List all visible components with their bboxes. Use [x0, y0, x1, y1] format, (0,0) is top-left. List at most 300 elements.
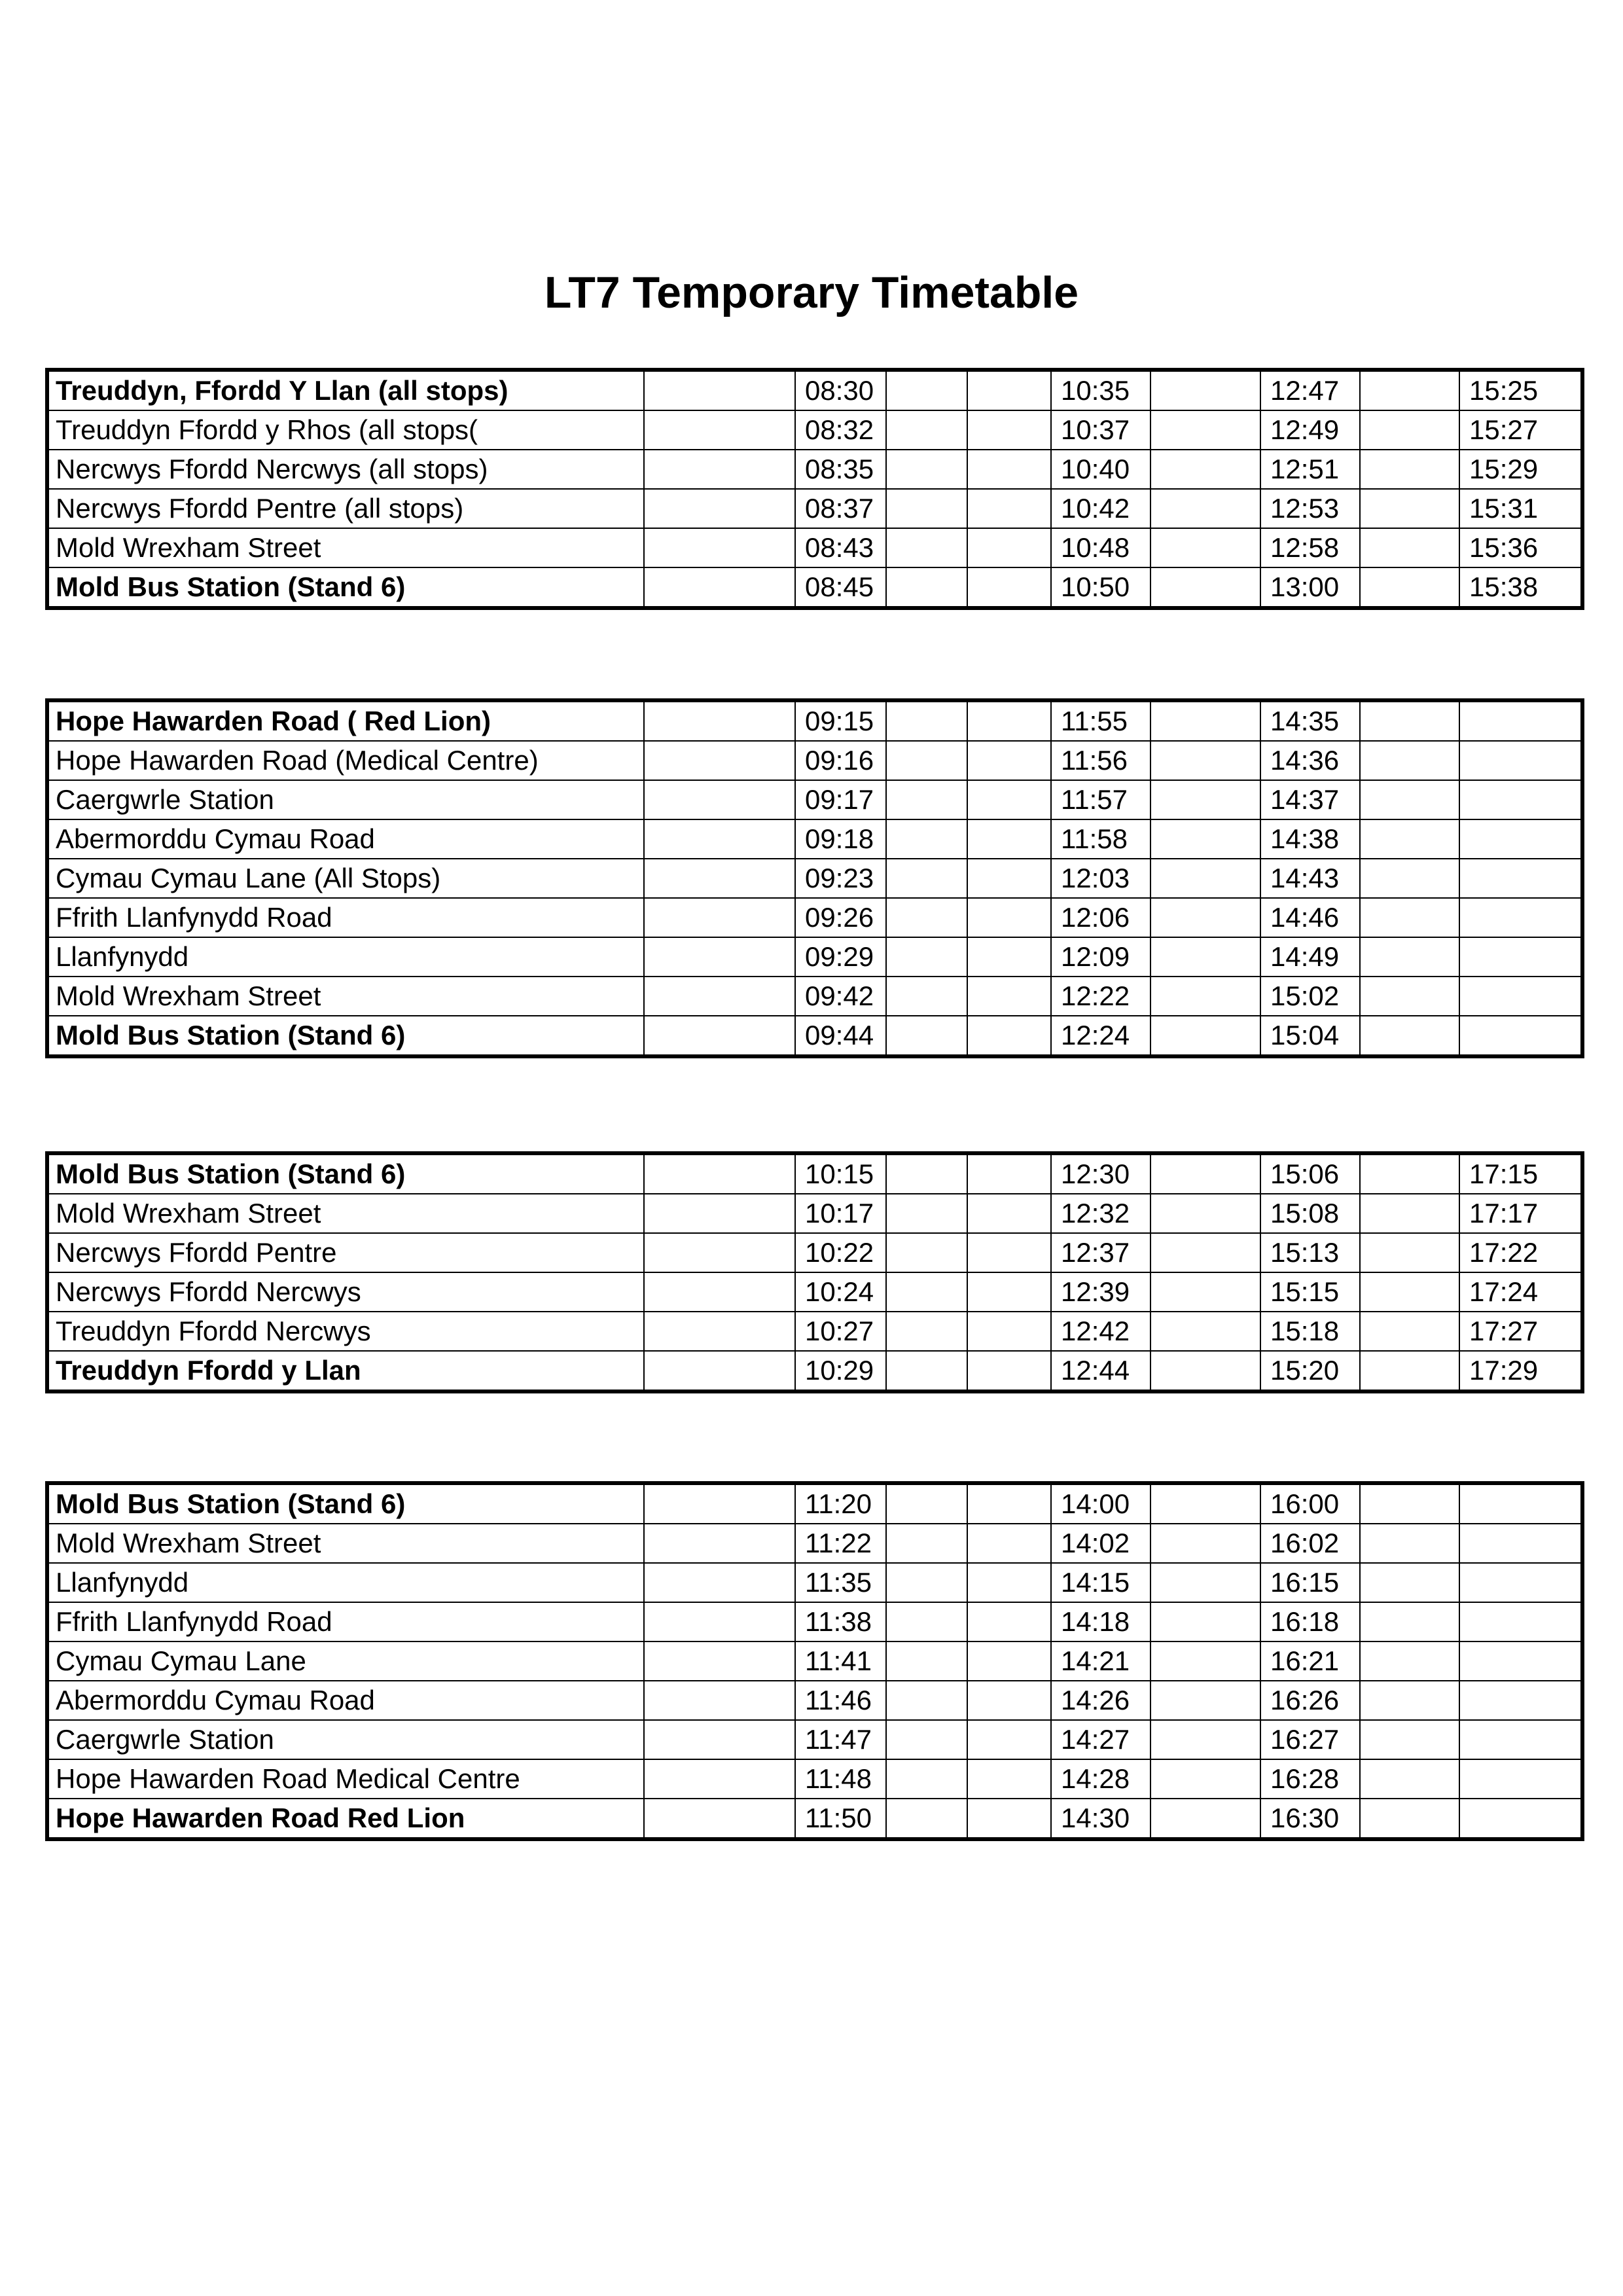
departure-time	[1150, 1681, 1260, 1720]
departure-time	[967, 1602, 1051, 1641]
departure-time	[644, 1483, 795, 1524]
departure-time: 17:22	[1459, 1233, 1582, 1272]
departure-time	[1150, 489, 1260, 528]
departure-time	[967, 1720, 1051, 1759]
departure-time	[1150, 741, 1260, 780]
departure-time: 10:50	[1051, 567, 1150, 608]
departure-time: 12:39	[1051, 1272, 1150, 1312]
table-row	[47, 1563, 1582, 1602]
departure-time: 16:30	[1260, 1799, 1360, 1839]
departure-time: 10:37	[1051, 410, 1150, 450]
departure-time	[1360, 1563, 1459, 1602]
departure-time: 17:27	[1459, 1312, 1582, 1351]
departure-time	[1360, 410, 1459, 450]
departure-time	[1150, 1233, 1260, 1272]
departure-time	[967, 370, 1051, 410]
departure-time: 16:27	[1260, 1720, 1360, 1759]
departure-time	[1150, 1602, 1260, 1641]
departure-time	[1150, 898, 1260, 937]
departure-time	[644, 1563, 795, 1602]
departure-time	[1459, 819, 1582, 859]
departure-time	[886, 1524, 967, 1563]
departure-time	[644, 859, 795, 898]
table-row	[47, 977, 1582, 1016]
departure-time	[1150, 859, 1260, 898]
departure-time: 11:47	[795, 1720, 886, 1759]
table-row	[47, 1759, 1582, 1799]
departure-time	[886, 1759, 967, 1799]
departure-time: 11:55	[1051, 700, 1150, 741]
departure-time	[644, 1233, 795, 1272]
table-row	[47, 859, 1582, 898]
departure-time: 11:41	[795, 1641, 886, 1681]
departure-time	[644, 528, 795, 567]
departure-time	[1360, 489, 1459, 528]
departure-time	[644, 898, 795, 937]
departure-time	[644, 977, 795, 1016]
departure-time: 10:42	[1051, 489, 1150, 528]
departure-time: 13:00	[1260, 567, 1360, 608]
departure-time: 10:15	[795, 1153, 886, 1194]
departure-time: 08:45	[795, 567, 886, 608]
departure-time	[967, 1351, 1051, 1391]
stop-name: Treuddyn Ffordd Nercwys	[47, 1312, 644, 1351]
stop-name: Hope Hawarden Road (Medical Centre)	[47, 741, 644, 780]
departure-time: 09:18	[795, 819, 886, 859]
departure-time: 10:27	[795, 1312, 886, 1351]
stop-name: Mold Bus Station (Stand 6)	[47, 1483, 644, 1524]
departure-time: 09:23	[795, 859, 886, 898]
stop-name: Hope Hawarden Road ( Red Lion)	[47, 700, 644, 741]
departure-time: 15:06	[1260, 1153, 1360, 1194]
departure-time: 11:56	[1051, 741, 1150, 780]
departure-time	[967, 1641, 1051, 1681]
departure-time	[1459, 1681, 1582, 1720]
departure-time	[1360, 819, 1459, 859]
departure-time: 12:30	[1051, 1153, 1150, 1194]
departure-time: 08:43	[795, 528, 886, 567]
departure-time: 12:22	[1051, 977, 1150, 1016]
departure-time	[1459, 1759, 1582, 1799]
departure-time	[1360, 977, 1459, 1016]
table-row	[47, 1681, 1582, 1720]
table-row	[47, 700, 1582, 741]
departure-time	[644, 1351, 795, 1391]
departure-time	[1459, 1720, 1582, 1759]
departure-time: 15:02	[1260, 977, 1360, 1016]
departure-time	[1459, 977, 1582, 1016]
departure-time	[1150, 780, 1260, 819]
departure-time: 16:15	[1260, 1563, 1360, 1602]
departure-time	[967, 410, 1051, 450]
timetable-section-4	[45, 1481, 1584, 1841]
departure-time: 15:27	[1459, 410, 1582, 450]
departure-time	[967, 1153, 1051, 1194]
departure-time	[967, 1524, 1051, 1563]
departure-time	[967, 1233, 1051, 1272]
departure-time	[644, 1602, 795, 1641]
departure-time	[886, 859, 967, 898]
stop-name: Mold Wrexham Street	[47, 977, 644, 1016]
stop-name: Mold Wrexham Street	[47, 1194, 644, 1233]
departure-time	[967, 1563, 1051, 1602]
departure-time: 16:18	[1260, 1602, 1360, 1641]
departure-time	[1459, 741, 1582, 780]
departure-time	[644, 489, 795, 528]
table-row	[47, 567, 1582, 608]
departure-time	[1360, 1351, 1459, 1391]
departure-time: 12:44	[1051, 1351, 1150, 1391]
table-row	[47, 1233, 1582, 1272]
departure-time: 14:15	[1051, 1563, 1150, 1602]
table-row	[47, 489, 1582, 528]
departure-time	[886, 1681, 967, 1720]
departure-time: 17:24	[1459, 1272, 1582, 1312]
table-row	[47, 1524, 1582, 1563]
departure-time: 10:48	[1051, 528, 1150, 567]
departure-time: 12:03	[1051, 859, 1150, 898]
departure-time	[967, 1799, 1051, 1839]
departure-time	[967, 977, 1051, 1016]
departure-time	[1360, 780, 1459, 819]
departure-time	[886, 1233, 967, 1272]
departure-time: 08:30	[795, 370, 886, 410]
departure-time	[1150, 1524, 1260, 1563]
stop-name: Ffrith Llanfynydd Road	[47, 1602, 644, 1641]
stop-name: Llanfynydd	[47, 1563, 644, 1602]
table-row	[47, 1602, 1582, 1641]
departure-time	[967, 780, 1051, 819]
departure-time	[886, 937, 967, 977]
departure-time	[886, 1641, 967, 1681]
departure-time	[1360, 1759, 1459, 1799]
departure-time	[1360, 1272, 1459, 1312]
departure-time	[1150, 819, 1260, 859]
stop-name: Caergwrle Station	[47, 780, 644, 819]
table-row	[47, 370, 1582, 410]
departure-time	[1459, 1641, 1582, 1681]
stop-name: Nercwys Ffordd Nercwys (all stops)	[47, 450, 644, 489]
departure-time: 10:17	[795, 1194, 886, 1233]
stop-name: Mold Wrexham Street	[47, 1524, 644, 1563]
table-row	[47, 898, 1582, 937]
table-row	[47, 1312, 1582, 1351]
departure-time	[1360, 450, 1459, 489]
departure-time	[644, 1194, 795, 1233]
departure-time: 12:24	[1051, 1016, 1150, 1056]
departure-time: 12:06	[1051, 898, 1150, 937]
departure-time: 10:35	[1051, 370, 1150, 410]
departure-time: 11:20	[795, 1483, 886, 1524]
departure-time: 11:35	[795, 1563, 886, 1602]
stop-name: Treuddyn Ffordd y Llan	[47, 1351, 644, 1391]
departure-time	[644, 1641, 795, 1681]
departure-time: 16:02	[1260, 1524, 1360, 1563]
departure-time: 12:09	[1051, 937, 1150, 977]
departure-time	[886, 1312, 967, 1351]
departure-time	[1150, 1563, 1260, 1602]
departure-time	[644, 1016, 795, 1056]
departure-time: 12:32	[1051, 1194, 1150, 1233]
departure-time	[644, 410, 795, 450]
departure-time	[1459, 859, 1582, 898]
table-row	[47, 1720, 1582, 1759]
stop-name: Nercwys Ffordd Pentre	[47, 1233, 644, 1272]
table-row	[47, 1483, 1582, 1524]
departure-time: 16:21	[1260, 1641, 1360, 1681]
departure-time	[886, 700, 967, 741]
departure-time	[967, 700, 1051, 741]
departure-time	[886, 1563, 967, 1602]
departure-time: 12:49	[1260, 410, 1360, 450]
stop-name: Mold Bus Station (Stand 6)	[47, 1153, 644, 1194]
departure-time	[1360, 1602, 1459, 1641]
stop-name: Nercwys Ffordd Pentre (all stops)	[47, 489, 644, 528]
departure-time: 15:08	[1260, 1194, 1360, 1233]
stop-name: Mold Wrexham Street	[47, 528, 644, 567]
departure-time: 14:02	[1051, 1524, 1150, 1563]
departure-time	[644, 370, 795, 410]
departure-time: 14:49	[1260, 937, 1360, 977]
departure-time	[644, 937, 795, 977]
table-row	[47, 1153, 1582, 1194]
departure-time	[1150, 1720, 1260, 1759]
stop-name: Caergwrle Station	[47, 1720, 644, 1759]
departure-time: 14:38	[1260, 819, 1360, 859]
departure-time	[1360, 1681, 1459, 1720]
departure-time	[644, 819, 795, 859]
stop-name: Hope Hawarden Road Red Lion	[47, 1799, 644, 1839]
departure-time: 17:17	[1459, 1194, 1582, 1233]
stop-name: Mold Bus Station (Stand 6)	[47, 1016, 644, 1056]
departure-time: 11:22	[795, 1524, 886, 1563]
stop-name: Treuddyn, Ffordd Y Llan (all stops)	[47, 370, 644, 410]
departure-time	[967, 898, 1051, 937]
timetable-section-2	[45, 698, 1584, 1058]
departure-time: 11:58	[1051, 819, 1150, 859]
table-row	[47, 819, 1582, 859]
departure-time	[1360, 370, 1459, 410]
departure-time	[886, 450, 967, 489]
departure-time: 14:43	[1260, 859, 1360, 898]
departure-time	[1150, 1483, 1260, 1524]
departure-time: 10:40	[1051, 450, 1150, 489]
departure-time	[967, 528, 1051, 567]
departure-time: 08:35	[795, 450, 886, 489]
departure-time	[1360, 1799, 1459, 1839]
departure-time: 09:44	[795, 1016, 886, 1056]
departure-time: 14:46	[1260, 898, 1360, 937]
departure-time	[1459, 1799, 1582, 1839]
departure-time: 12:37	[1051, 1233, 1150, 1272]
departure-time: 15:29	[1459, 450, 1582, 489]
departure-time	[886, 1194, 967, 1233]
table-row	[47, 1016, 1582, 1056]
departure-time	[886, 1153, 967, 1194]
departure-time	[967, 1272, 1051, 1312]
departure-time	[1150, 1351, 1260, 1391]
departure-time: 14:28	[1051, 1759, 1150, 1799]
departure-time: 10:22	[795, 1233, 886, 1272]
departure-time	[967, 1016, 1051, 1056]
departure-time	[1150, 937, 1260, 977]
departure-time	[1459, 700, 1582, 741]
departure-time: 09:42	[795, 977, 886, 1016]
table-row	[47, 780, 1582, 819]
departure-time	[886, 370, 967, 410]
departure-time: 12:53	[1260, 489, 1360, 528]
table-row	[47, 1799, 1582, 1839]
departure-time: 09:15	[795, 700, 886, 741]
departure-time	[1150, 370, 1260, 410]
departure-time	[644, 741, 795, 780]
departure-time: 14:00	[1051, 1483, 1150, 1524]
departure-time: 11:57	[1051, 780, 1150, 819]
departure-time	[967, 859, 1051, 898]
departure-time	[886, 528, 967, 567]
departure-time: 14:30	[1051, 1799, 1150, 1839]
departure-time	[967, 741, 1051, 780]
departure-time	[886, 1351, 967, 1391]
table-row	[47, 937, 1582, 977]
departure-time	[1360, 1016, 1459, 1056]
departure-time	[1360, 528, 1459, 567]
stop-name: Hope Hawarden Road Medical Centre	[47, 1759, 644, 1799]
departure-time	[967, 1759, 1051, 1799]
stop-name: Llanfynydd	[47, 937, 644, 977]
departure-time	[886, 819, 967, 859]
timetable-section-1	[45, 368, 1584, 610]
departure-time	[1150, 1759, 1260, 1799]
departure-time	[1459, 780, 1582, 819]
departure-time	[967, 489, 1051, 528]
stop-name: Cymau Cymau Lane (All Stops)	[47, 859, 644, 898]
table-row	[47, 450, 1582, 489]
stop-name: Mold Bus Station (Stand 6)	[47, 567, 644, 608]
departure-time	[1360, 859, 1459, 898]
departure-time	[1150, 1312, 1260, 1351]
departure-time	[886, 1799, 967, 1839]
departure-time	[886, 1483, 967, 1524]
departure-time: 14:26	[1051, 1681, 1150, 1720]
table-row	[47, 528, 1582, 567]
departure-time	[644, 700, 795, 741]
departure-time	[644, 1720, 795, 1759]
departure-time	[1360, 1720, 1459, 1759]
departure-time	[886, 898, 967, 937]
departure-time: 15:38	[1459, 567, 1582, 608]
departure-time	[1360, 741, 1459, 780]
departure-time: 16:26	[1260, 1681, 1360, 1720]
departure-time	[1150, 1272, 1260, 1312]
table-row	[47, 741, 1582, 780]
departure-time: 11:38	[795, 1602, 886, 1641]
departure-time	[967, 1312, 1051, 1351]
departure-time: 08:37	[795, 489, 886, 528]
departure-time	[644, 1799, 795, 1839]
departure-time: 15:20	[1260, 1351, 1360, 1391]
departure-time: 15:36	[1459, 528, 1582, 567]
departure-time: 15:31	[1459, 489, 1582, 528]
departure-time	[1150, 1016, 1260, 1056]
departure-time	[1150, 1153, 1260, 1194]
departure-time: 15:13	[1260, 1233, 1360, 1272]
departure-time	[1360, 700, 1459, 741]
departure-time	[1360, 567, 1459, 608]
departure-time	[1459, 898, 1582, 937]
timetable-section-3	[45, 1151, 1584, 1393]
table-row	[47, 1351, 1582, 1391]
table-row	[47, 1641, 1582, 1681]
departure-time: 15:18	[1260, 1312, 1360, 1351]
stop-name: Nercwys Ffordd Nercwys	[47, 1272, 644, 1312]
departure-time: 09:29	[795, 937, 886, 977]
departure-time	[967, 450, 1051, 489]
departure-time: 14:36	[1260, 741, 1360, 780]
departure-time	[1360, 1312, 1459, 1351]
departure-time	[1459, 937, 1582, 977]
departure-time: 17:15	[1459, 1153, 1582, 1194]
departure-time	[886, 1016, 967, 1056]
departure-time: 15:04	[1260, 1016, 1360, 1056]
departure-time: 16:28	[1260, 1759, 1360, 1799]
departure-time: 15:15	[1260, 1272, 1360, 1312]
departure-time	[967, 1681, 1051, 1720]
departure-time	[1459, 1524, 1582, 1563]
departure-time: 14:27	[1051, 1720, 1150, 1759]
departure-time: 09:16	[795, 741, 886, 780]
departure-time	[644, 1272, 795, 1312]
departure-time	[1150, 700, 1260, 741]
departure-time	[886, 410, 967, 450]
departure-time	[886, 489, 967, 528]
departure-time: 11:46	[795, 1681, 886, 1720]
departure-time	[1459, 1483, 1582, 1524]
departure-time	[1150, 1194, 1260, 1233]
departure-time	[967, 819, 1051, 859]
departure-time: 12:51	[1260, 450, 1360, 489]
stop-name: Abermorddu Cymau Road	[47, 1681, 644, 1720]
stop-name: Cymau Cymau Lane	[47, 1641, 644, 1681]
departure-time	[644, 1681, 795, 1720]
departure-time: 10:24	[795, 1272, 886, 1312]
departure-time	[1150, 1799, 1260, 1839]
departure-time	[644, 780, 795, 819]
departure-time	[644, 567, 795, 608]
departure-time: 16:00	[1260, 1483, 1360, 1524]
departure-time	[644, 450, 795, 489]
departure-time	[967, 937, 1051, 977]
departure-time: 09:26	[795, 898, 886, 937]
departure-time	[1150, 450, 1260, 489]
stop-name: Ffrith Llanfynydd Road	[47, 898, 644, 937]
departure-time: 14:18	[1051, 1602, 1150, 1641]
departure-time	[644, 1312, 795, 1351]
departure-time: 12:47	[1260, 370, 1360, 410]
departure-time	[967, 1194, 1051, 1233]
table-row	[47, 1272, 1582, 1312]
departure-time	[1360, 1483, 1459, 1524]
departure-time	[886, 780, 967, 819]
stop-name: Abermorddu Cymau Road	[47, 819, 644, 859]
departure-time	[886, 1272, 967, 1312]
departure-time: 12:58	[1260, 528, 1360, 567]
departure-time	[1360, 1524, 1459, 1563]
departure-time	[1360, 1233, 1459, 1272]
page-title: LT7 Temporary Timetable	[544, 268, 1079, 317]
departure-time	[1150, 567, 1260, 608]
departure-time	[1150, 1641, 1260, 1681]
